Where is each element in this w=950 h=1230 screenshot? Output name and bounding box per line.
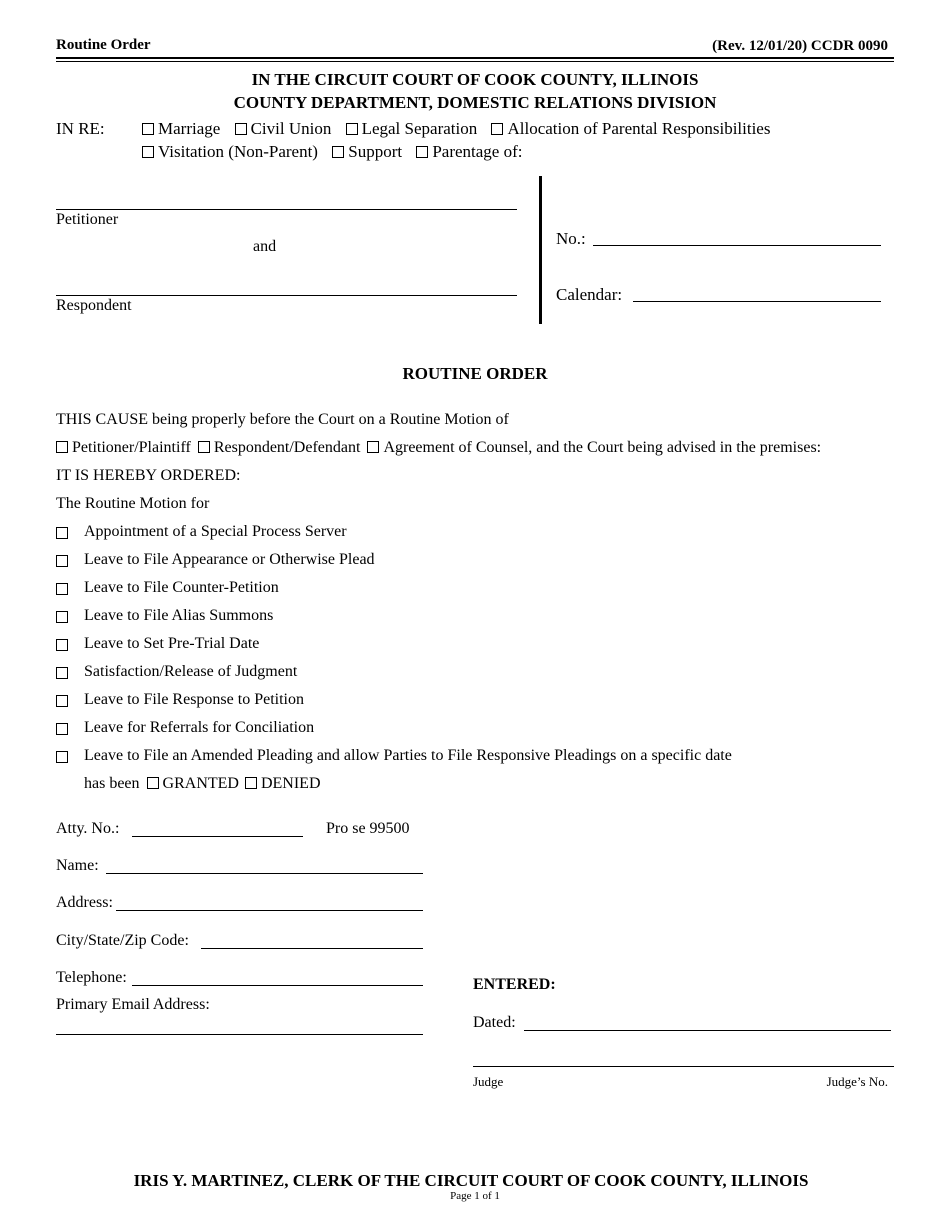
- checkbox-icon[interactable]: [56, 695, 68, 707]
- petitioner-line[interactable]: [56, 209, 517, 210]
- checkbox-icon[interactable]: [142, 146, 154, 158]
- court-name: IN THE CIRCUIT COURT OF COOK COUNTY, ILLINOIS: [251, 70, 699, 89]
- clerk-name: IRIS Y. MARTINEZ, CLERK OF THE CIRCUIT COURT OF COOK COUNTY, ILLINOIS: [133, 1171, 809, 1190]
- checkbox-icon[interactable]: [56, 583, 68, 595]
- respondent-line[interactable]: [56, 295, 517, 296]
- in-re-label: IN RE:: [56, 119, 105, 138]
- checkbox-icon[interactable]: [235, 123, 247, 135]
- page-number: Page 1 of 1: [450, 1190, 500, 1202]
- city-state-zip-field[interactable]: [201, 948, 423, 949]
- checkbox-icon[interactable]: [56, 611, 68, 623]
- movant-option[interactable]: Agreement of Counsel, and the Court being advised in the premises:: [367, 439, 821, 456]
- calendar-label: Calendar:: [556, 285, 623, 304]
- checkbox-icon[interactable]: [245, 777, 257, 789]
- checkbox-icon[interactable]: [142, 123, 154, 135]
- in-re-option[interactable]: Legal Separation: [346, 119, 478, 138]
- in-re-option[interactable]: Allocation of Parental Responsibilities: [491, 119, 770, 138]
- granted-option[interactable]: GRANTED: [147, 775, 239, 792]
- checkbox-icon[interactable]: [56, 723, 68, 735]
- in-re-options-row1: [142, 119, 770, 139]
- email-field[interactable]: [56, 1034, 423, 1035]
- respondent-label: Respondent: [56, 297, 132, 314]
- telephone-label: Telephone:: [56, 969, 127, 986]
- order-intro: THIS CAUSE being properly before the Court on a Routine Motion of: [56, 411, 509, 428]
- movant-option[interactable]: Respondent/Defendant: [198, 439, 361, 456]
- header-rule-thick: [56, 57, 894, 59]
- name-label: Name:: [56, 857, 99, 874]
- caption-divider: [539, 176, 542, 324]
- dated-field[interactable]: [524, 1030, 891, 1031]
- address-label: Address:: [56, 894, 113, 911]
- routine-motion-for: The Routine Motion for: [56, 495, 210, 512]
- checkbox-icon[interactable]: [346, 123, 358, 135]
- checkbox-icon[interactable]: [56, 751, 68, 763]
- email-label: Primary Email Address:: [56, 996, 210, 1013]
- in-re-options-row2: [142, 142, 522, 162]
- ruling-row: has been GRANTED DENIED: [84, 775, 321, 792]
- movant-options: [56, 439, 821, 457]
- city-state-zip-label: City/State/Zip Code:: [56, 932, 189, 949]
- checkbox-icon[interactable]: [491, 123, 503, 135]
- court-division: COUNTY DEPARTMENT, DOMESTIC RELATIONS DIVISION: [233, 93, 717, 112]
- in-re-option[interactable]: Support: [332, 142, 402, 161]
- case-no-label: No.:: [556, 229, 586, 248]
- movant-option[interactable]: Petitioner/Plaintiff: [56, 439, 191, 456]
- header-rule-thin: [56, 61, 894, 62]
- in-re-option[interactable]: Parentage of:: [416, 142, 522, 161]
- judge-signature-line[interactable]: [473, 1066, 894, 1067]
- checkbox-icon[interactable]: [56, 555, 68, 567]
- hereby-ordered: IT IS HEREBY ORDERED:: [56, 467, 241, 484]
- case-no-field[interactable]: [593, 245, 881, 246]
- dated-label: Dated:: [473, 1014, 516, 1031]
- checkbox-icon[interactable]: [56, 667, 68, 679]
- checkbox-icon[interactable]: [198, 441, 210, 453]
- calendar-field[interactable]: [633, 301, 881, 302]
- judge-label: Judge: [473, 1074, 504, 1089]
- petitioner-label: Petitioner: [56, 211, 119, 228]
- denied-option[interactable]: DENIED: [245, 775, 321, 792]
- in-re-option[interactable]: Marriage: [142, 119, 220, 138]
- form-short-title: Routine Order: [56, 37, 151, 53]
- atty-no-label: Atty. No.:: [56, 820, 120, 837]
- name-field[interactable]: [106, 873, 423, 874]
- checkbox-icon[interactable]: [147, 777, 159, 789]
- checkbox-icon[interactable]: [56, 639, 68, 651]
- checkbox-icon[interactable]: [56, 527, 68, 539]
- pro-se-number: Pro se 99500: [326, 820, 410, 837]
- checkbox-icon[interactable]: [416, 146, 428, 158]
- judge-no-label: Judge’s No.: [826, 1074, 888, 1089]
- checkbox-icon[interactable]: [367, 441, 379, 453]
- entered-label: ENTERED:: [473, 976, 556, 993]
- in-re-option[interactable]: Civil Union: [235, 119, 332, 138]
- checkbox-icon[interactable]: [56, 441, 68, 453]
- order-title: ROUTINE ORDER: [402, 364, 548, 383]
- in-re-option[interactable]: Visitation (Non-Parent): [142, 142, 318, 161]
- checkbox-icon[interactable]: [332, 146, 344, 158]
- address-field[interactable]: [116, 910, 423, 911]
- form-code: (Rev. 12/01/20) CCDR 0090: [712, 38, 888, 54]
- telephone-field[interactable]: [132, 985, 423, 986]
- and-label: and: [253, 238, 277, 255]
- atty-no-field[interactable]: [132, 836, 303, 837]
